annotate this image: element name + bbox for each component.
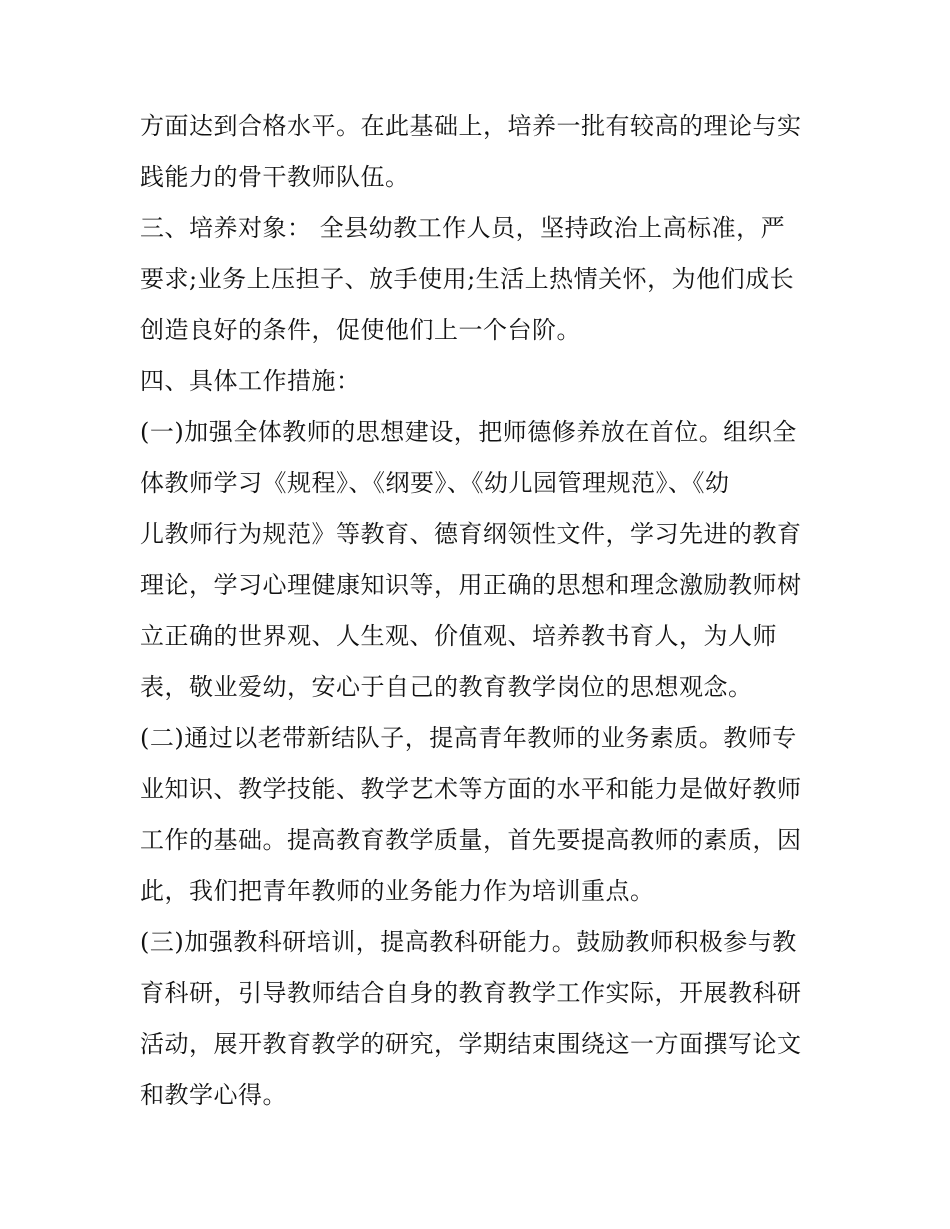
text-line: 育科研，引导教师结合自身的教育教学工作实际，开展教科研 (140, 979, 802, 1007)
text-line: 体教师学习《规程》、《纲要》、《幼儿园管理规范》、《幼 (140, 469, 730, 497)
text-line: 儿教师行为规范》等教育、德育纲领性文件，学习先进的教育 (140, 520, 802, 548)
text-line: 此，我们把青年教师的业务能力作为培训重点。 (140, 877, 655, 905)
text-line: (一)加强全体教师的思想建设，把师德修养放在首位。组织全 (140, 418, 797, 446)
text-line: 表，敬业爱幼，安心于自己的教育教学岗位的思想观念。 (140, 673, 753, 701)
text-line: (三)加强教科研培训，提高教科研能力。鼓励教师积极参与教 (140, 928, 797, 956)
text-line: 立正确的世界观、人生观、价值观、培养教书育人，为人师 (140, 622, 777, 650)
text-line: 方面达到合格水平。在此基础上，培养一批有较高的理论与实 (140, 112, 802, 140)
text-line: 工作的基础。提高教育教学质量，首先要提高教师的素质，因 (140, 826, 802, 854)
text-line: 创造良好的条件，促使他们上一个台阶。 (140, 316, 581, 344)
text-line: 要求;业务上压担子、放手使用;生活上热情关怀，为他们成长 (140, 265, 795, 293)
text-line: 活动，展开教育教学的研究，学期结束围绕这一方面撰写论文 (140, 1030, 802, 1058)
text-line: 三、培养对象： 全县幼教工作人员，坚持政治上高标准，严 (140, 214, 786, 242)
text-line: 理论，学习心理健康知识等，用正确的思想和理念激励教师树 (140, 571, 802, 599)
text-line: 业知识、教学技能、教学艺术等方面的水平和能力是做好教师 (140, 775, 802, 803)
text-line: (二)通过以老带新结队子，提高青年教师的业务素质。教师专 (140, 724, 797, 752)
text-line: 四、具体工作措施： (140, 367, 361, 395)
document-body (140, 101, 820, 1121)
text-line: 践能力的骨干教师队伍。 (140, 163, 410, 191)
text-line: 和教学心得。 (140, 1081, 287, 1109)
